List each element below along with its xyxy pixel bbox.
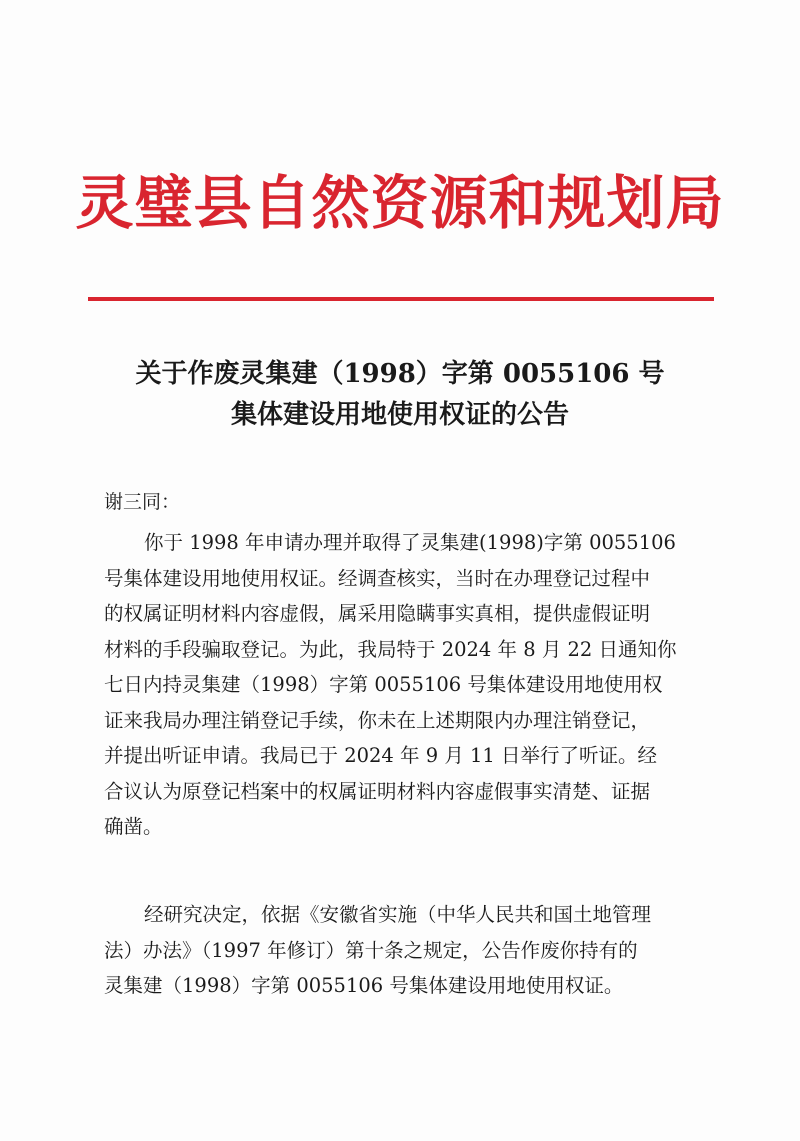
paragraph-line: 的权属证明材料内容虚假，属采用隐瞒事实真相，提供虚假证明 (104, 602, 651, 625)
paragraph-line: 确凿。 (104, 815, 163, 838)
organization-header: 灵璧县自然资源和规划局 (75, 169, 725, 237)
paragraph-line: 号集体建设用地使用权证。经调查核实，当时在办理登记过程中 (104, 566, 651, 590)
salutation: 谢三同： (104, 491, 181, 513)
body-paragraph-1 (104, 525, 716, 845)
paragraph-line: 合议认为原登记档案中的权属证明材料内容虚假事实清楚、证据 (104, 779, 651, 803)
paragraph-line: 材料的手段骗取登记。为此，我局特于 2024 年 8 月 22 日通知你 (104, 637, 677, 661)
body-paragraph-2 (104, 897, 716, 1004)
paragraph-line: 并提出听证申请。我局已于 2024 年 9 月 11 日举行了听证。经 (104, 744, 658, 767)
paragraph-line: 你于 1998 年申请办理并取得了灵集建(1998)字第 0055106 (144, 531, 676, 554)
paragraph-line: 经研究决定，依据《安徽省实施（中华人民共和国土地管理 (144, 903, 652, 926)
document-title-line-1: 关于作废灵集建（1998）字第 0055106 号 (135, 359, 665, 389)
header-divider (88, 297, 714, 301)
paragraph-line: 法）办法》（1997 年修订）第十条之规定，公告作废你持有的 (104, 938, 638, 962)
paragraph-line: 证来我局办理注销登记手续，你未在上述期限内办理注销登记， (104, 708, 651, 732)
document-title-line-2: 集体建设用地使用权证的公告 (230, 400, 569, 430)
paragraph-line: 灵集建（1998）字第 0055106 号集体建设用地使用权证。 (104, 974, 624, 997)
paragraph-line: 七日内持灵集建（1998）字第 0055106 号集体建设用地使用权 (104, 673, 663, 696)
